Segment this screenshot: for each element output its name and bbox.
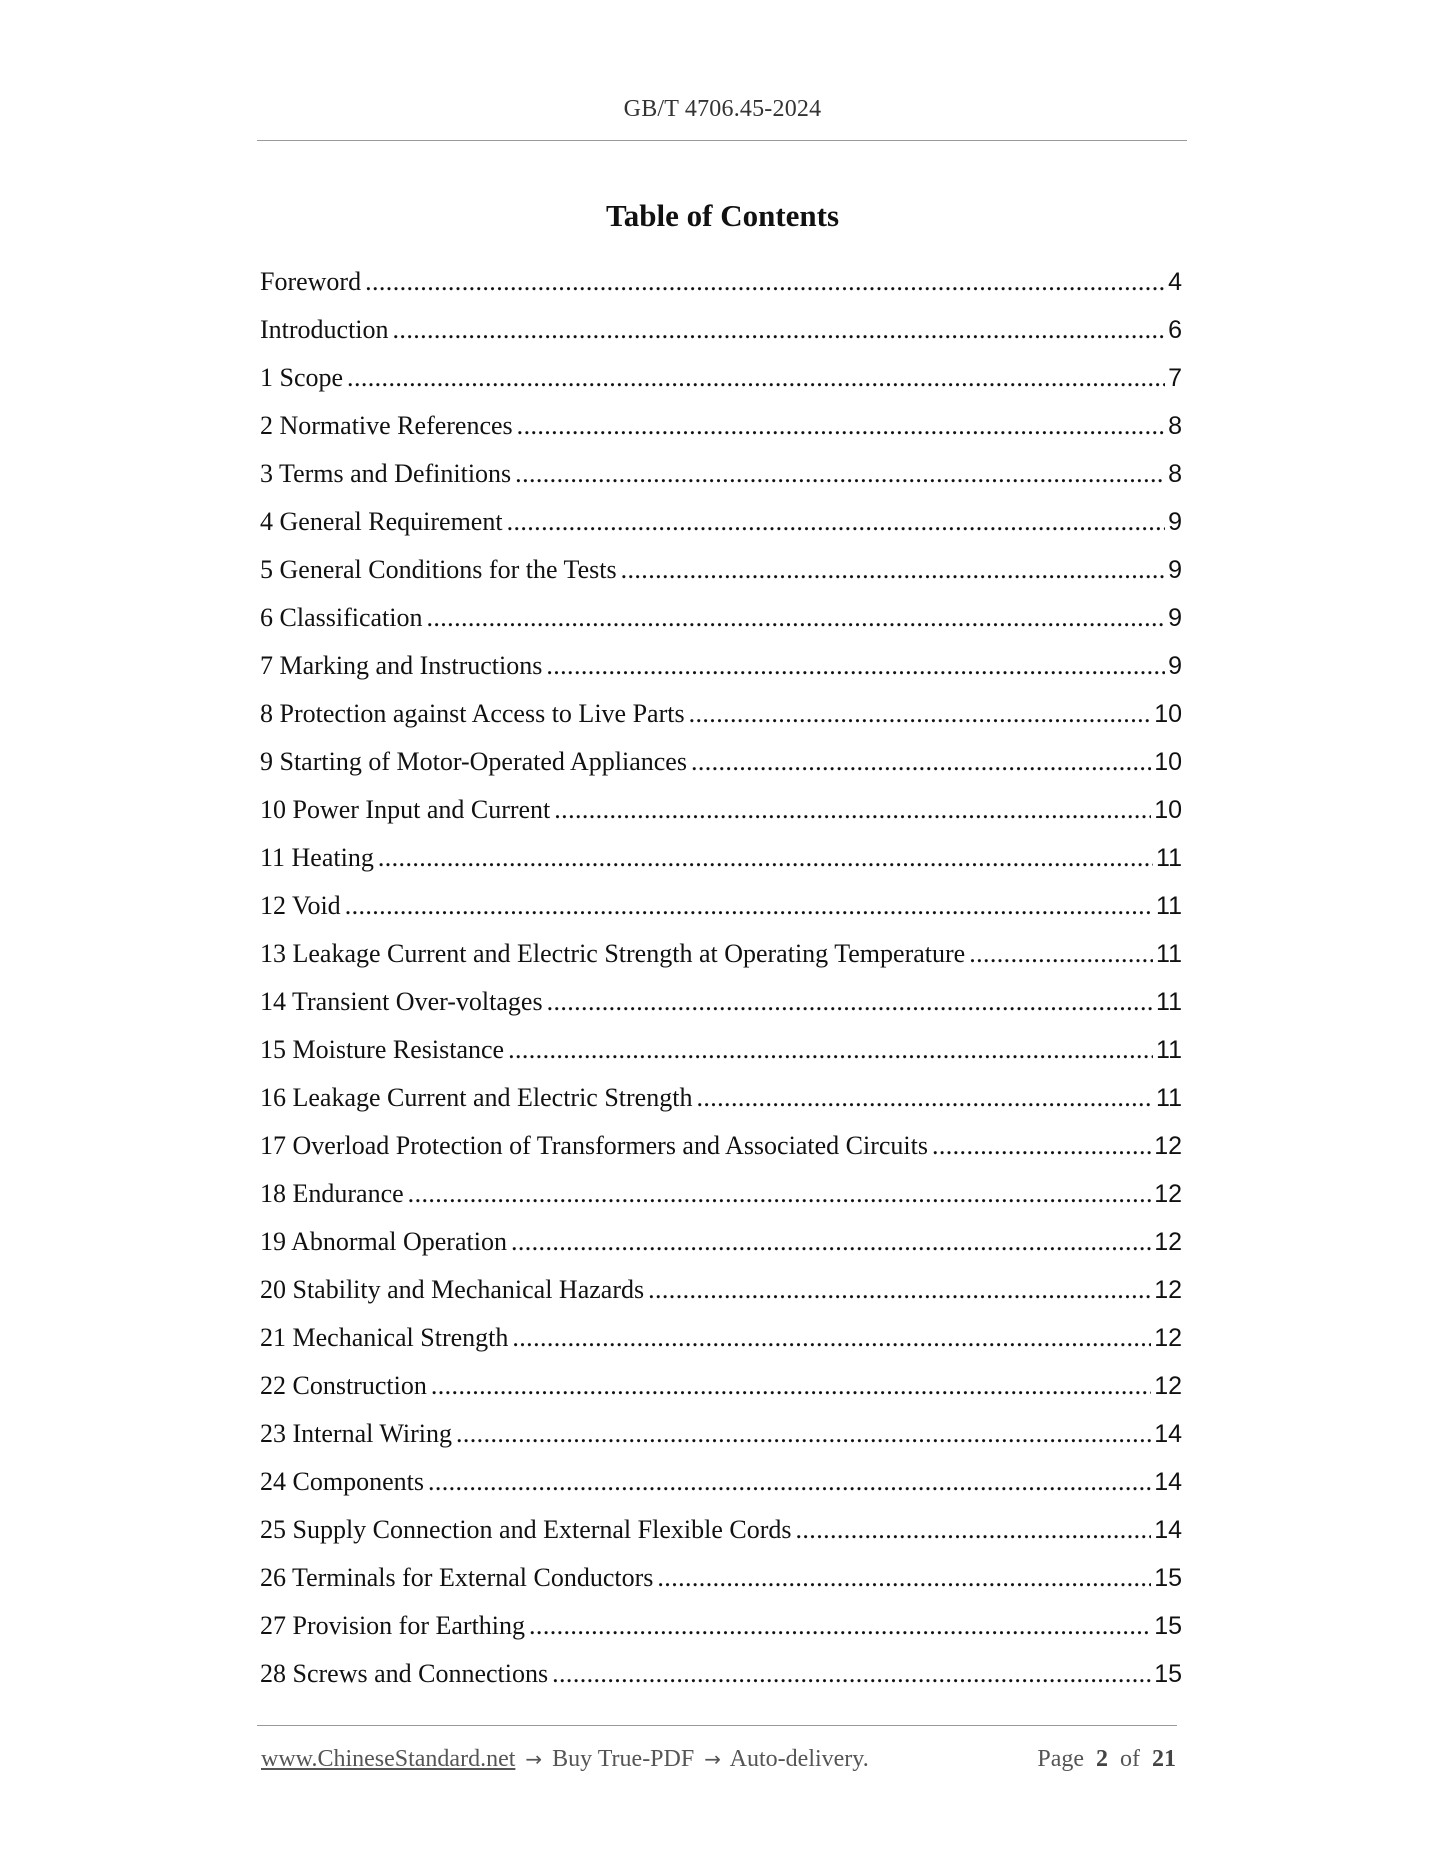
toc-entry-title: 26 Terminals for External Conductors bbox=[260, 1563, 654, 1592]
toc-entry-page: 9 bbox=[1168, 556, 1182, 584]
toc-entry-title: 8 Protection against Access to Live Parts bbox=[260, 699, 685, 728]
toc-entry-page: 12 bbox=[1154, 1324, 1182, 1352]
toc-entry-page: 12 bbox=[1154, 1228, 1182, 1256]
toc-entry-page: 14 bbox=[1154, 1468, 1182, 1496]
toc-dot-leader bbox=[691, 742, 1151, 782]
toc-dot-leader bbox=[696, 1078, 1153, 1118]
toc-entry-title: 21 Mechanical Strength bbox=[260, 1323, 509, 1352]
toc-entry-page: 9 bbox=[1168, 604, 1182, 632]
toc-entry[interactable] bbox=[260, 742, 1182, 790]
site-link[interactable]: www.ChineseStandard.net bbox=[261, 1746, 516, 1772]
arrow-right-icon: → bbox=[704, 1747, 721, 1771]
toc-entry[interactable] bbox=[260, 934, 1182, 982]
toc-entry-page: 11 bbox=[1156, 1036, 1182, 1064]
toc-entry-title: 25 Supply Connection and External Flexible Cords bbox=[260, 1515, 792, 1544]
toc-dot-leader bbox=[347, 358, 1165, 398]
toc-entry[interactable] bbox=[260, 550, 1182, 598]
toc-entry-title: 5 General Conditions for the Tests bbox=[260, 555, 617, 584]
toc-entry[interactable] bbox=[260, 1126, 1182, 1174]
toc-entry[interactable] bbox=[260, 1174, 1182, 1222]
arrow-right-icon: → bbox=[525, 1747, 543, 1771]
toc-dot-leader bbox=[689, 694, 1152, 734]
toc-entry-page: 12 bbox=[1154, 1276, 1182, 1304]
toc-entry[interactable] bbox=[260, 838, 1182, 886]
toc-entry-title: 23 Internal Wiring bbox=[260, 1419, 452, 1448]
toc-entry[interactable] bbox=[260, 646, 1182, 694]
toc-entry[interactable] bbox=[260, 1366, 1182, 1414]
toc-entry-title: 1 Scope bbox=[260, 363, 344, 392]
toc-heading: Table of Contents bbox=[605, 198, 840, 233]
toc-dot-leader bbox=[508, 1030, 1153, 1070]
footer-promo bbox=[261, 1746, 869, 1773]
toc-entry-page: 15 bbox=[1154, 1660, 1182, 1688]
toc-entry[interactable] bbox=[260, 1270, 1182, 1318]
toc-entry-page: 7 bbox=[1168, 364, 1182, 392]
toc-entry-page: 11 bbox=[1156, 844, 1182, 872]
footer-divider bbox=[257, 1725, 1177, 1726]
buy-text: Buy True-PDF bbox=[552, 1746, 695, 1772]
toc-entry[interactable] bbox=[260, 790, 1182, 838]
toc-dot-leader bbox=[511, 1222, 1151, 1262]
page-label: Page bbox=[1037, 1746, 1084, 1772]
toc-entry[interactable] bbox=[260, 406, 1182, 454]
toc-dot-leader bbox=[428, 1462, 1151, 1502]
toc-entry-page: 11 bbox=[1156, 1084, 1182, 1112]
toc-entry-title: 6 Classification bbox=[260, 603, 423, 632]
page-indicator bbox=[1037, 1746, 1176, 1773]
toc-entry-title: 17 Overload Protection of Transformers and Associated Circuits bbox=[260, 1131, 928, 1160]
toc-entry[interactable] bbox=[260, 1414, 1182, 1462]
toc-entry[interactable] bbox=[260, 1558, 1182, 1606]
toc-entry[interactable] bbox=[260, 886, 1182, 934]
toc-entry-title: 24 Components bbox=[260, 1467, 424, 1496]
toc-entry-title: 4 General Requirement bbox=[260, 507, 503, 536]
toc-dot-leader bbox=[621, 550, 1166, 590]
toc-entry-page: 15 bbox=[1154, 1612, 1182, 1640]
toc-dot-leader bbox=[648, 1270, 1151, 1310]
toc-dot-leader bbox=[657, 1558, 1151, 1598]
toc-entry[interactable] bbox=[260, 1318, 1182, 1366]
toc-dot-leader bbox=[408, 1174, 1152, 1214]
toc-entry-page: 9 bbox=[1168, 508, 1182, 536]
toc-entry[interactable] bbox=[260, 310, 1182, 358]
toc-entry-title: 9 Starting of Motor-Operated Appliances bbox=[260, 747, 687, 776]
toc-entry-page: 10 bbox=[1154, 748, 1182, 776]
toc-entry-page: 14 bbox=[1154, 1516, 1182, 1544]
toc-entry[interactable] bbox=[260, 1654, 1182, 1702]
toc-dot-leader bbox=[515, 454, 1165, 494]
toc-dot-leader bbox=[345, 886, 1153, 926]
toc-entry-title: 10 Power Input and Current bbox=[260, 795, 551, 824]
toc-entry[interactable] bbox=[260, 1462, 1182, 1510]
toc-entry-page: 12 bbox=[1154, 1372, 1182, 1400]
of-label: of bbox=[1120, 1746, 1140, 1772]
toc-entry[interactable] bbox=[260, 454, 1182, 502]
toc-entry[interactable] bbox=[260, 1078, 1182, 1126]
toc-entry-page: 11 bbox=[1156, 940, 1182, 968]
toc-entry[interactable] bbox=[260, 502, 1182, 550]
toc-entry[interactable] bbox=[260, 1030, 1182, 1078]
current-page-number: 2 bbox=[1096, 1746, 1108, 1772]
total-pages-number: 21 bbox=[1152, 1746, 1176, 1772]
toc-dot-leader bbox=[378, 838, 1153, 878]
toc-entry-title: 27 Provision for Earthing bbox=[260, 1611, 526, 1640]
toc-entry-title: 20 Stability and Mechanical Hazards bbox=[260, 1275, 645, 1304]
toc-entry-title: 28 Screws and Connections bbox=[260, 1659, 549, 1688]
toc-entry-title: 16 Leakage Current and Electric Strength bbox=[260, 1083, 693, 1112]
toc-entry-page: 6 bbox=[1168, 316, 1182, 344]
toc-entry-title: 19 Abnormal Operation bbox=[260, 1227, 507, 1256]
toc-dot-leader bbox=[554, 790, 1151, 830]
toc-entry-page: 12 bbox=[1154, 1132, 1182, 1160]
toc-entry[interactable] bbox=[260, 358, 1182, 406]
table-of-contents bbox=[260, 262, 1182, 1702]
delivery-text: Auto-delivery. bbox=[729, 1746, 869, 1772]
toc-entry-page: 8 bbox=[1168, 412, 1182, 440]
toc-dot-leader bbox=[796, 1510, 1152, 1550]
toc-entry-title: 12 Void bbox=[260, 891, 341, 920]
toc-dot-leader bbox=[507, 502, 1166, 542]
toc-entry-title: 7 Marking and Instructions bbox=[260, 651, 543, 680]
toc-entry-page: 12 bbox=[1154, 1180, 1182, 1208]
toc-entry-page: 10 bbox=[1154, 700, 1182, 728]
toc-dot-leader bbox=[547, 982, 1153, 1022]
toc-dot-leader bbox=[426, 598, 1165, 638]
toc-entry-title: 13 Leakage Current and Electric Strength at Operating Temperature bbox=[260, 939, 966, 968]
toc-entry[interactable] bbox=[260, 1222, 1182, 1270]
toc-entry-title: 18 Endurance bbox=[260, 1179, 404, 1208]
toc-dot-leader bbox=[393, 310, 1166, 350]
toc-entry-title: Foreword bbox=[260, 267, 362, 296]
toc-entry[interactable] bbox=[260, 262, 1182, 310]
toc-dot-leader bbox=[517, 406, 1165, 446]
toc-entry-title: 3 Terms and Definitions bbox=[260, 459, 512, 488]
toc-entry[interactable] bbox=[260, 1606, 1182, 1654]
toc-dot-leader bbox=[456, 1414, 1151, 1454]
toc-entry[interactable] bbox=[260, 598, 1182, 646]
toc-entry-page: 9 bbox=[1168, 652, 1182, 680]
toc-dot-leader bbox=[431, 1366, 1151, 1406]
header-divider bbox=[257, 140, 1187, 141]
toc-dot-leader bbox=[512, 1318, 1151, 1358]
toc-entry-page: 10 bbox=[1154, 796, 1182, 824]
toc-dot-leader bbox=[932, 1126, 1151, 1166]
toc-entry-page: 11 bbox=[1156, 892, 1182, 920]
toc-entry[interactable] bbox=[260, 694, 1182, 742]
toc-dot-leader bbox=[365, 262, 1165, 302]
toc-dot-leader bbox=[969, 934, 1153, 974]
document-id-header: GB/T 4706.45-2024 bbox=[623, 96, 822, 122]
toc-entry-page: 4 bbox=[1168, 268, 1182, 296]
toc-entry-page: 11 bbox=[1156, 988, 1182, 1016]
toc-dot-leader bbox=[529, 1606, 1151, 1646]
toc-entry-title: 11 Heating bbox=[260, 843, 374, 872]
toc-entry-title: 2 Normative References bbox=[260, 411, 513, 440]
toc-entry-title: 15 Moisture Resistance bbox=[260, 1035, 505, 1064]
toc-entry-page: 15 bbox=[1154, 1564, 1182, 1592]
toc-entry-page: 8 bbox=[1168, 460, 1182, 488]
toc-dot-leader bbox=[552, 1654, 1151, 1694]
toc-entry-page: 14 bbox=[1154, 1420, 1182, 1448]
toc-entry-title: Introduction bbox=[260, 315, 389, 344]
toc-entry[interactable] bbox=[260, 982, 1182, 1030]
toc-entry[interactable] bbox=[260, 1510, 1182, 1558]
toc-dot-leader bbox=[546, 646, 1165, 686]
toc-entry-title: 14 Transient Over-voltages bbox=[260, 987, 543, 1016]
toc-entry-title: 22 Construction bbox=[260, 1371, 427, 1400]
